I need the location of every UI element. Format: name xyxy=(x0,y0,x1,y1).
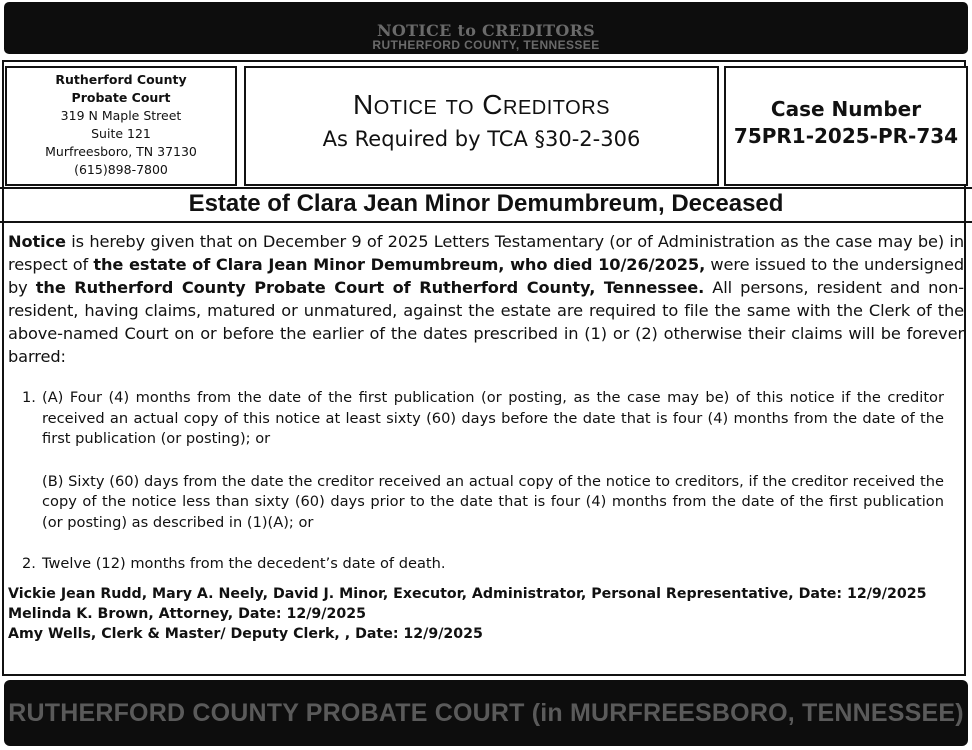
item-part-b: (B) Sixty (60) days from the date the creditor received an actual copy of the notice to creditors, if the creditor received the copy of the notice less than sixty (60) days prior to the date that is four (4) months from the date of the first publication (or posting) as described in (1)(A); or xyxy=(42,472,944,531)
case-number-value: 75PR1-2025-PR-734 xyxy=(733,124,959,148)
notice-lead: Notice xyxy=(8,232,66,251)
item-part-a: (A) Four (4) months from the date of the first publication (or posting, as the case may be) of this notice if the creditor received an actual copy of this notice at least sixty (60) days before the date that is four (4) months from the date of the first publication (or posting); or xyxy=(42,389,944,447)
notice-estate-bold: the estate of Clara Jean Minor Demumbreum, who died 10/26/2025, xyxy=(93,255,706,274)
signature-line: Melinda K. Brown, Attorney, Date: 12/9/2025 xyxy=(8,606,366,622)
estate-heading: Estate of Clara Jean Minor Demumbreum, Deceased xyxy=(188,190,784,217)
signature-line: Vickie Jean Rudd, Mary A. Neely, David J. Minor, Executor, Administrator, Personal Representative, Date: 12/9/2025 xyxy=(8,586,927,602)
notice-title: Notice to Creditors xyxy=(352,89,610,120)
court-name-line2: Probate Court xyxy=(71,90,171,105)
notice-text-part: is hereby given that on December 9 of 2025 Letters Testamentary (or of Administration as the case may be) in respect of xyxy=(8,232,964,274)
list-number: 2. xyxy=(22,555,36,572)
court-street: 319 N Maple Street xyxy=(60,108,182,123)
notice-statute: As Required by TCA §30-2-306 xyxy=(322,127,641,151)
case-number-label: Case Number xyxy=(770,97,922,121)
notice-text-part: All persons, resident and non-resident, having claims, matured or unmatured, against the estate are required to file the same with the Clerk of the above-named Court on or before the earlier of the dates prescribed in (1) or (2) otherwise their claims will be forever barred: xyxy=(8,278,964,366)
court-address-box xyxy=(5,66,237,186)
list-item xyxy=(14,554,944,575)
item-text: Twelve (12) months from the decedent’s date of death. xyxy=(42,555,446,572)
top-banner xyxy=(4,2,968,54)
signature-line: Amy Wells, Clerk & Master/ Deputy Clerk, , Date: 12/9/2025 xyxy=(8,626,483,642)
divider-top xyxy=(0,187,972,189)
case-number-box xyxy=(724,66,968,186)
court-name-line1: Rutherford County xyxy=(55,72,187,87)
banner-title: NOTICE to CREDITORS xyxy=(376,21,596,40)
notice-body xyxy=(8,230,964,368)
divider-bottom xyxy=(0,221,972,223)
footer-banner xyxy=(4,680,968,746)
notice-title-box xyxy=(244,66,719,186)
court-suite: Suite 121 xyxy=(91,126,151,141)
court-city: Murfreesboro, TN 37130 xyxy=(45,144,197,159)
footer-text: RUTHERFORD COUNTY PROBATE COURT (in MURFREESBORO, TENNESSEE) xyxy=(8,699,964,727)
banner-subtitle: RUTHERFORD COUNTY, TENNESSEE xyxy=(372,38,600,52)
deadline-list xyxy=(14,388,944,575)
list-item xyxy=(14,388,944,554)
court-phone: (615)898-7800 xyxy=(74,162,168,177)
notice-court-bold: the Rutherford County Probate Court of Rutherford County, Tennessee. xyxy=(35,278,705,297)
list-number: 1. xyxy=(22,389,36,406)
notice-text-part: were issued to the undersigned by xyxy=(8,255,964,297)
signatures xyxy=(8,584,964,644)
